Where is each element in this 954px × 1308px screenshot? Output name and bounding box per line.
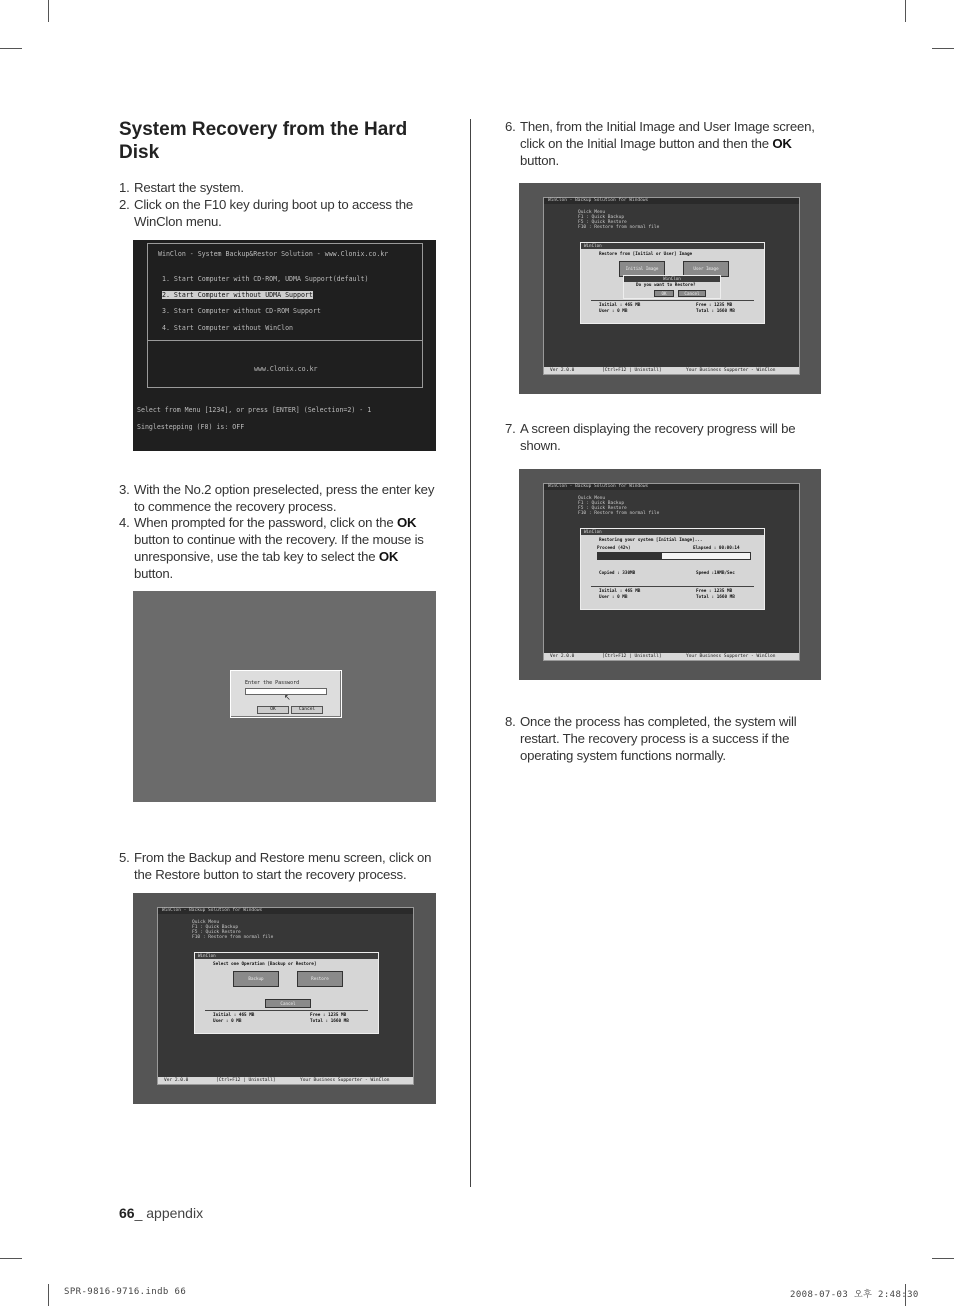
footer-date: 2008-07-03 오후 2:48:30 — [790, 1290, 919, 1300]
quick-menu: Quick Menu F1 : Quick Backup F5 : Quick Restore F10 : Restore from normal file — [578, 210, 660, 230]
step-5 — [119, 849, 441, 883]
panel-separator — [205, 1010, 368, 1011]
proceed-label: Proceed (42%) — [597, 546, 631, 551]
crop-mark — [905, 0, 906, 22]
step-number: 6. — [505, 119, 516, 134]
progress-bar — [597, 552, 751, 560]
confirm-text: Do you want to Restore? — [636, 283, 696, 288]
user-size: User : 0 MB — [599, 595, 628, 600]
confirm-title: WinClon — [624, 276, 720, 282]
user-size: User : 0 MB — [599, 309, 628, 314]
operation-heading: Select one Operation [Backup or Restore] — [213, 962, 317, 967]
window-title: WinClon - Backup Solution for Windows — [544, 484, 799, 490]
ok-button: OK — [654, 290, 674, 297]
image-panel — [580, 242, 765, 324]
cancel-button: Cancel — [678, 290, 706, 297]
step-7 — [505, 420, 827, 454]
status-bar: Ver 2.0.0 [Ctrl+F12 | Uninstall] Your Business Supporter - WinClon — [158, 1077, 413, 1084]
ok-button: OK — [257, 706, 289, 714]
step-6 — [505, 118, 827, 169]
step-3 — [119, 481, 439, 515]
free-size: Free : 1235 MB — [696, 589, 733, 594]
crop-mark — [932, 1258, 954, 1259]
page-number: 66_ appendix — [119, 1205, 204, 1221]
backup-button: Backup — [233, 971, 279, 987]
initial-size: Initial : 465 MB — [599, 589, 641, 594]
progress-heading: Restoring your system [Initial Image]... — [599, 538, 703, 543]
cancel-button: Cancel — [265, 999, 311, 1008]
boot-single-step: Singlestepping (F8) is: OFF — [137, 423, 245, 431]
user-size: User : 0 MB — [213, 1019, 242, 1024]
step-4 — [119, 514, 439, 582]
password-screenshot — [133, 591, 436, 802]
initial-image-button: Initial Image — [619, 261, 665, 277]
progress-screenshot — [519, 469, 821, 680]
crop-mark — [48, 0, 49, 22]
progress-fill — [598, 553, 662, 559]
step-text: With the No.2 option preselected, press the enter key to commence the recovery process. — [134, 482, 435, 514]
initial-size: Initial : 465 MB — [599, 303, 641, 308]
window-title: WinClon - Backup Solution for Windows — [544, 198, 799, 204]
user-image-button: User Image — [683, 261, 729, 277]
crop-mark — [48, 1284, 49, 1306]
copied-label: Copied : 330MB — [599, 571, 636, 576]
panel-separator — [591, 586, 754, 587]
winclon-window — [543, 197, 800, 375]
step-number: 3. — [119, 482, 130, 497]
crop-mark — [0, 1258, 22, 1259]
image-heading: Restore from [Initial or User] Image — [599, 252, 693, 257]
restore-button: Restore — [297, 971, 343, 987]
window-title: WinClon - Backup Solution for Windows — [158, 908, 413, 914]
step-number: 2. — [119, 197, 130, 212]
step-number: 7. — [505, 421, 516, 436]
speed-label: Speed :19MB/Sec — [696, 571, 735, 576]
winclon-window — [543, 483, 800, 661]
step-1 — [119, 179, 439, 196]
boot-menu-screenshot — [133, 240, 436, 451]
step-text: A screen displaying the recovery progress will be shown. — [520, 421, 796, 453]
column-divider — [470, 119, 471, 1187]
panel-title: WinClon — [581, 243, 764, 249]
mouse-cursor-icon: ↖ — [284, 693, 291, 702]
step-text: Restart the system. — [134, 180, 244, 195]
step-text: From the Backup and Restore menu screen, click on the Restore button to start the recovery process. — [134, 850, 432, 882]
step-8 — [505, 713, 827, 764]
step-number: 4. — [119, 515, 130, 530]
quick-menu: Quick Menu F1 : Quick Backup F5 : Quick Restore F10 : Restore from normal file — [192, 920, 274, 940]
menu-divider — [147, 340, 423, 341]
winclon-window — [157, 907, 414, 1085]
step-text: Then, from the Initial Image and User Image screen, click on the Initial Image button and then the OK button. — [520, 119, 815, 168]
total-size: Total : 1660 MB — [696, 595, 735, 600]
crop-mark — [932, 48, 954, 49]
footer-file: SPR-9816-9716.indb 66 — [64, 1287, 187, 1297]
password-label: Enter the Password — [245, 680, 300, 686]
boot-option-4: 4. Start Computer without WinClon — [162, 324, 294, 332]
image-select-screenshot — [519, 183, 821, 394]
panel-title: WinClon — [581, 529, 764, 535]
step-2 — [119, 196, 439, 230]
status-bar: Ver 2.0.0 [Ctrl+F12 | Uninstall] Your Business Supporter - WinClon — [544, 653, 799, 660]
step-number: 1. — [119, 180, 130, 195]
status-bar: Ver 2.0.0 [Ctrl+F12 | Uninstall] Your Business Supporter - WinClon — [544, 367, 799, 374]
progress-panel — [580, 528, 765, 610]
initial-size: Initial : 465 MB — [213, 1013, 255, 1018]
password-dialog — [230, 670, 342, 718]
boot-title: WinClon - System Backup&Restor Solution - www.Clonix.co.kr — [158, 250, 389, 258]
free-size: Free : 1235 MB — [310, 1013, 347, 1018]
boot-option-2: 2. Start Computer without UDMA Support — [162, 291, 313, 299]
step-text: Click on the F10 key during boot up to access the WinClon menu. — [134, 197, 414, 229]
confirm-dialog — [623, 275, 721, 299]
backup-restore-screenshot — [133, 893, 436, 1104]
page-title: System Recovery from the Hard Disk — [119, 119, 408, 163]
step-text: When prompted for the password, click on the OK button to continue with the recovery. If the mouse is unresponsive, use the tab key to select the OK button. — [134, 515, 424, 581]
step-number: 8. — [505, 714, 516, 729]
total-size: Total : 1660 MB — [696, 309, 735, 314]
boot-url: www.Clonix.co.kr — [254, 365, 318, 373]
boot-option-3: 3. Start Computer without CD-ROM Support — [162, 307, 321, 315]
step-text: Once the process has completed, the system will restart. The recovery process is a success if the operating system functions normally. — [520, 714, 797, 763]
cancel-button: Cancel — [291, 706, 323, 714]
operation-panel — [194, 952, 379, 1034]
crop-mark — [0, 48, 22, 49]
step-number: 5. — [119, 850, 130, 865]
boot-option-1: 1. Start Computer with CD-ROM, UDMA Support(default) — [162, 275, 369, 283]
total-size: Total : 1660 MB — [310, 1019, 349, 1024]
panel-separator — [591, 300, 754, 301]
free-size: Free : 1235 MB — [696, 303, 733, 308]
boot-prompt: Select from Menu [1234], or press [ENTER] (Selection=2) - 1 — [137, 406, 372, 414]
quick-menu: Quick Menu F1 : Quick Backup F5 : Quick Restore F10 : Restore from normal file — [578, 496, 660, 516]
elapsed-label: Elapsed : 00:00:14 — [693, 546, 740, 551]
panel-title: WinClon — [195, 953, 378, 959]
